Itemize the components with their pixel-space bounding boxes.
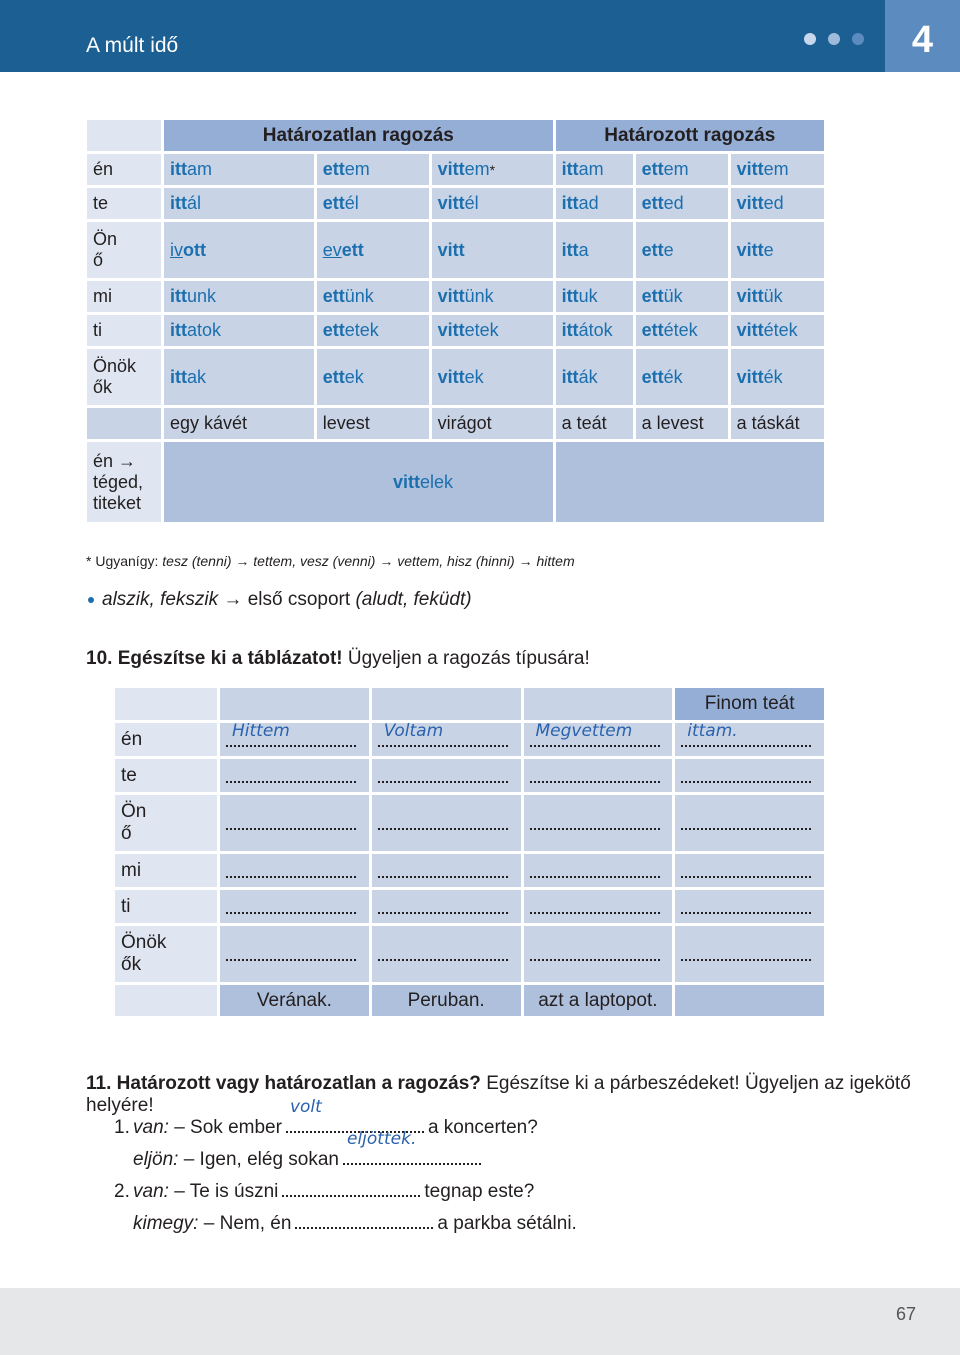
answer-cell	[675, 890, 824, 923]
verb-form-cell	[556, 349, 633, 405]
pronoun-cell: mi	[115, 854, 217, 887]
verb-form-cell	[636, 315, 728, 346]
dotted-line	[295, 1213, 433, 1229]
dialog-line	[114, 1181, 534, 1203]
verb-ending: em	[344, 159, 370, 179]
dotted-line	[343, 1129, 481, 1165]
verb-ending: ák	[578, 366, 598, 387]
bullet-normal: első csoport	[247, 589, 351, 610]
dialog-text: a parkba sétálni.	[437, 1213, 577, 1234]
verb-ending: atok	[187, 320, 222, 340]
answer-cell	[675, 723, 824, 756]
verb-stem: ett	[322, 366, 345, 387]
object-cell: virágot	[432, 408, 553, 439]
dialog-number: 2.	[114, 1181, 130, 1202]
dotted-line	[530, 814, 660, 830]
verb-form-cell	[636, 222, 728, 278]
verb-form-cell	[731, 222, 824, 278]
object-cell: egy kávét	[164, 408, 314, 439]
decor-dot	[852, 33, 864, 45]
exercise-11-title	[86, 1073, 960, 1117]
answer-cell	[372, 926, 521, 982]
verb-ending: ed	[763, 193, 784, 213]
pronoun-cell: mi	[87, 281, 161, 312]
head-indefinite: Határozatlan ragozás	[164, 120, 553, 151]
verb-ending: e	[663, 239, 674, 260]
verb-form-cell	[731, 188, 824, 219]
bullet-dot	[88, 597, 94, 603]
verb-stem: vitt	[437, 239, 465, 260]
dialog-line	[114, 1213, 577, 1235]
verb-ending: am	[187, 159, 213, 179]
header-cell	[524, 688, 673, 720]
verb-stem: vitt	[736, 286, 764, 306]
ex-instruction: Határozott vagy határozatlan a ragozás?	[116, 1073, 481, 1094]
dotted-line	[378, 945, 508, 961]
verb-ending: él	[344, 193, 359, 213]
bullet-paren: (aludt, feküdt)	[355, 589, 472, 610]
conjugation-table	[84, 117, 827, 525]
pronoun-cell: én	[87, 154, 161, 185]
verb-ending: em	[763, 159, 789, 179]
verb-ending: ek	[464, 366, 484, 387]
answer-cell	[524, 890, 673, 923]
footer-cell: Verának.	[220, 985, 369, 1016]
verb-stem: itt	[170, 320, 187, 340]
verb-stem: itt	[561, 193, 579, 213]
dotted-line	[226, 767, 356, 783]
ex-instruction: Egészítse ki a táblázatot!	[117, 648, 343, 669]
verb-stem: itt	[170, 286, 187, 306]
verb-ending: átok	[578, 320, 613, 340]
verb-stem: vitt	[736, 159, 764, 179]
bullet-note	[88, 589, 472, 611]
pronoun-cell: ti	[87, 315, 161, 346]
verb-stem: vitt	[437, 366, 465, 387]
verb-stem: vitt	[736, 366, 764, 387]
handwritten-answer: Voltam	[383, 721, 444, 741]
answer-cell	[524, 759, 673, 792]
dialog-text: – Te is úszni	[174, 1181, 279, 1202]
pronoun-cell: én	[115, 723, 217, 756]
handwritten-answer: eljöttek.	[347, 1129, 417, 1149]
verb-form-cell	[556, 315, 633, 346]
verb-ending: uk	[578, 286, 598, 306]
dotted-line	[681, 898, 811, 914]
verb-form-cell	[556, 222, 633, 278]
answer-cell	[372, 723, 521, 756]
verb-form-cell	[317, 188, 429, 219]
pronoun-cell: Ön ő	[87, 222, 161, 278]
verb-stem: ett	[641, 159, 664, 179]
footer-cell: azt a laptopot.	[524, 985, 673, 1016]
verb-stem: vitt	[393, 471, 420, 492]
verb-ending: elek	[420, 471, 454, 492]
dotted-line	[530, 862, 660, 878]
answer-cell	[220, 723, 369, 756]
verb-stem: itt	[170, 366, 187, 387]
object-cell: a levest	[636, 408, 728, 439]
decor-dot	[804, 33, 816, 45]
verb-form-cell	[636, 281, 728, 312]
dialog-text: tegnap este?	[424, 1181, 535, 1202]
decor-dots	[804, 32, 876, 50]
verb-stem: ett	[322, 159, 345, 179]
verb-ending: él	[464, 193, 479, 213]
verb-form-cell	[432, 154, 553, 185]
verb-form-cell	[317, 154, 429, 185]
arrow: →	[223, 589, 243, 610]
answer-cell	[524, 723, 673, 756]
verb-stem: itt	[561, 366, 579, 387]
verb-ending: ék	[763, 366, 783, 387]
ex-instruction-rest: Ügyeljen a ragozás típusára!	[347, 648, 590, 669]
verb-stem: ett	[641, 286, 664, 306]
dotted-line	[378, 898, 508, 914]
chapter-number: 4	[885, 0, 960, 72]
footnote-item: tesz (tenni) → tettem,	[162, 553, 300, 569]
verb-form-cell	[164, 281, 314, 312]
verb-stem: iv	[170, 239, 183, 260]
decor-dot	[828, 33, 840, 45]
verb-stem: vitt	[736, 239, 764, 260]
dotted-line	[282, 1181, 420, 1197]
verb-ending: ék	[663, 366, 683, 387]
footnote	[86, 553, 575, 569]
pronoun-cell: te	[115, 759, 217, 792]
answer-cell	[524, 926, 673, 982]
verb-stem: itt	[561, 286, 579, 306]
dotted-line	[226, 898, 356, 914]
verb-stem: ett	[641, 239, 664, 260]
verb-form-cell	[164, 222, 314, 278]
verb-ending: etek	[344, 320, 379, 340]
verb-ending: ett	[341, 239, 364, 260]
verb-form-cell	[164, 154, 314, 185]
verb-form-cell	[432, 315, 553, 346]
verb-ending: ük	[663, 286, 683, 306]
verb-form-cell	[317, 222, 429, 278]
last-form-cell	[164, 442, 553, 522]
verb-stem: itt	[170, 159, 187, 179]
verb-form-cell	[731, 349, 824, 405]
verb-form-cell	[317, 349, 429, 405]
dialog-text: a koncerten?	[427, 1117, 538, 1138]
object-cell: levest	[317, 408, 429, 439]
verb-form-cell	[731, 281, 824, 312]
verb-form-cell	[731, 154, 824, 185]
answer-cell	[524, 854, 673, 887]
dotted-line	[681, 767, 811, 783]
verb-stem: ett	[322, 193, 345, 213]
dotted-line	[681, 945, 811, 961]
verb-ending: etek	[464, 320, 499, 340]
pronoun-cell	[115, 985, 217, 1016]
verb-stem: itt	[561, 239, 579, 260]
verb-form-cell	[164, 315, 314, 346]
handwritten-answer: ittam.	[687, 721, 738, 741]
verb-stem: vitt	[437, 159, 465, 179]
footer-bar	[0, 1288, 960, 1355]
verb-form-cell	[432, 349, 553, 405]
footnote-item: vesz (venni) → vettem,	[299, 553, 448, 569]
answer-cell	[372, 890, 521, 923]
handwritten-answer: Megvettem	[535, 721, 633, 741]
verb-stem: ett	[641, 193, 664, 213]
pronoun-cell	[87, 408, 161, 439]
answer-cell	[220, 795, 369, 851]
verb-stem: ett	[641, 366, 664, 387]
verb-form-cell	[164, 188, 314, 219]
object-cell: a teát	[556, 408, 633, 439]
dotted-line	[378, 767, 508, 783]
verb-form-cell	[432, 222, 553, 278]
pronoun-cell: te	[87, 188, 161, 219]
dialog-verb: van:	[133, 1117, 175, 1138]
ex-instruction-rest: Egészítse ki a párbeszédeket! Ügyeljen az igekötő helyére!	[86, 1073, 911, 1116]
verb-stem: ett	[322, 320, 345, 340]
pronoun-cell: Önök ők	[115, 926, 217, 982]
object-cell: a táskát	[731, 408, 824, 439]
handwritten-answer: Hittem	[232, 721, 290, 741]
dialog-number: 1.	[114, 1117, 130, 1138]
answer-cell	[220, 759, 369, 792]
verb-stem: ett	[641, 320, 664, 340]
answer-cell	[524, 795, 673, 851]
verb-ending: ad	[578, 193, 599, 213]
dialog-line	[114, 1097, 538, 1139]
verb-stem: vitt	[736, 320, 764, 340]
footnote-item: hisz (hinni) → hittem	[447, 553, 575, 569]
verb-ending: étek	[663, 320, 698, 340]
pronoun-cell: ti	[115, 890, 217, 923]
verb-stem: vitt	[437, 320, 465, 340]
verb-form-cell	[432, 281, 553, 312]
header-cell: Finom teát	[675, 688, 824, 720]
dialog-text: – Nem, én	[203, 1213, 292, 1234]
ex-number: 11.	[86, 1073, 112, 1094]
answer-cell	[372, 854, 521, 887]
page-header	[0, 0, 960, 72]
dialog-verb: van:	[133, 1181, 175, 1202]
ex-number: 10.	[86, 648, 113, 669]
dotted-line	[530, 898, 660, 914]
footnote-lead: * Ugyanígy:	[86, 553, 163, 569]
verb-stem: itt	[561, 159, 579, 179]
verb-form-cell	[164, 349, 314, 405]
verb-form-cell	[556, 188, 633, 219]
verb-ending: ük	[763, 286, 783, 306]
verb-form-cell	[317, 281, 429, 312]
dialog-text: – Igen, elég sokan	[183, 1149, 339, 1170]
fill-table	[112, 685, 827, 1019]
verb-ending: étek	[763, 320, 798, 340]
verb-stem: ev	[322, 239, 342, 260]
verb-form-cell	[432, 188, 553, 219]
footnote-star: *	[489, 162, 496, 178]
page-number: 67	[895, 1304, 916, 1324]
verb-stem: vitt	[736, 193, 764, 213]
verb-ending: em	[464, 159, 490, 179]
handwritten-answer: volt	[289, 1097, 322, 1117]
footer-cell: Peruban.	[372, 985, 521, 1016]
chapter-title: A múlt idő	[86, 34, 179, 57]
verb-ending: ott	[183, 239, 206, 260]
verb-form-cell	[556, 281, 633, 312]
dotted-line	[378, 814, 508, 830]
bullet-italic: alszik, fekszik	[102, 589, 219, 610]
verb-ending: ek	[344, 366, 364, 387]
dialog-verb: eljön:	[133, 1149, 184, 1170]
dotted-line	[226, 814, 356, 830]
pronoun-cell	[115, 688, 217, 720]
verb-form-cell	[556, 154, 633, 185]
answer-cell	[675, 854, 824, 887]
verb-form-cell	[636, 154, 728, 185]
verb-ending: unk	[187, 286, 217, 306]
verb-stem: itt	[561, 320, 579, 340]
answer-cell	[372, 759, 521, 792]
verb-stem: itt	[170, 193, 187, 213]
dotted-line	[530, 945, 660, 961]
verb-form-cell	[636, 349, 728, 405]
answer-cell	[675, 759, 824, 792]
verb-ending: ed	[663, 193, 684, 213]
answer-cell	[220, 926, 369, 982]
dotted-line	[226, 862, 356, 878]
empty-cell	[556, 442, 824, 522]
verb-ending: am	[578, 159, 604, 179]
verb-ending: ünk	[464, 286, 494, 306]
dotted-line	[681, 862, 811, 878]
verb-ending: ünk	[344, 286, 374, 306]
dialog-line	[114, 1129, 485, 1171]
verb-form-cell	[636, 188, 728, 219]
verb-stem: vitt	[437, 286, 465, 306]
answer-cell	[220, 890, 369, 923]
verb-ending: em	[663, 159, 689, 179]
dialog-text: – Sok ember	[174, 1117, 282, 1138]
verb-form-cell	[317, 315, 429, 346]
answer-cell	[675, 795, 824, 851]
pronoun-cell: én → téged, titeket	[87, 442, 161, 522]
footer-cell	[675, 985, 824, 1016]
header-cell	[220, 688, 369, 720]
head-definite: Határozott ragozás	[556, 120, 824, 151]
dialog-verb: kimegy:	[133, 1213, 204, 1234]
dotted-line	[681, 814, 811, 830]
answer-cell	[675, 926, 824, 982]
verb-ending: ál	[187, 193, 202, 213]
verb-ending: ak	[187, 366, 207, 387]
pronoun-cell: Ön ő	[115, 795, 217, 851]
pronoun-cell: Önök ők	[87, 349, 161, 405]
answer-cell	[220, 854, 369, 887]
answer-cell	[372, 795, 521, 851]
exercise-10-title	[86, 648, 590, 670]
verb-ending: e	[763, 239, 774, 260]
dotted-line	[530, 767, 660, 783]
verb-stem: ett	[322, 286, 345, 306]
dotted-line	[378, 862, 508, 878]
verb-ending: a	[578, 239, 589, 260]
verb-form-cell	[731, 315, 824, 346]
dotted-line	[226, 945, 356, 961]
verb-stem: vitt	[437, 193, 465, 213]
header-cell	[372, 688, 521, 720]
